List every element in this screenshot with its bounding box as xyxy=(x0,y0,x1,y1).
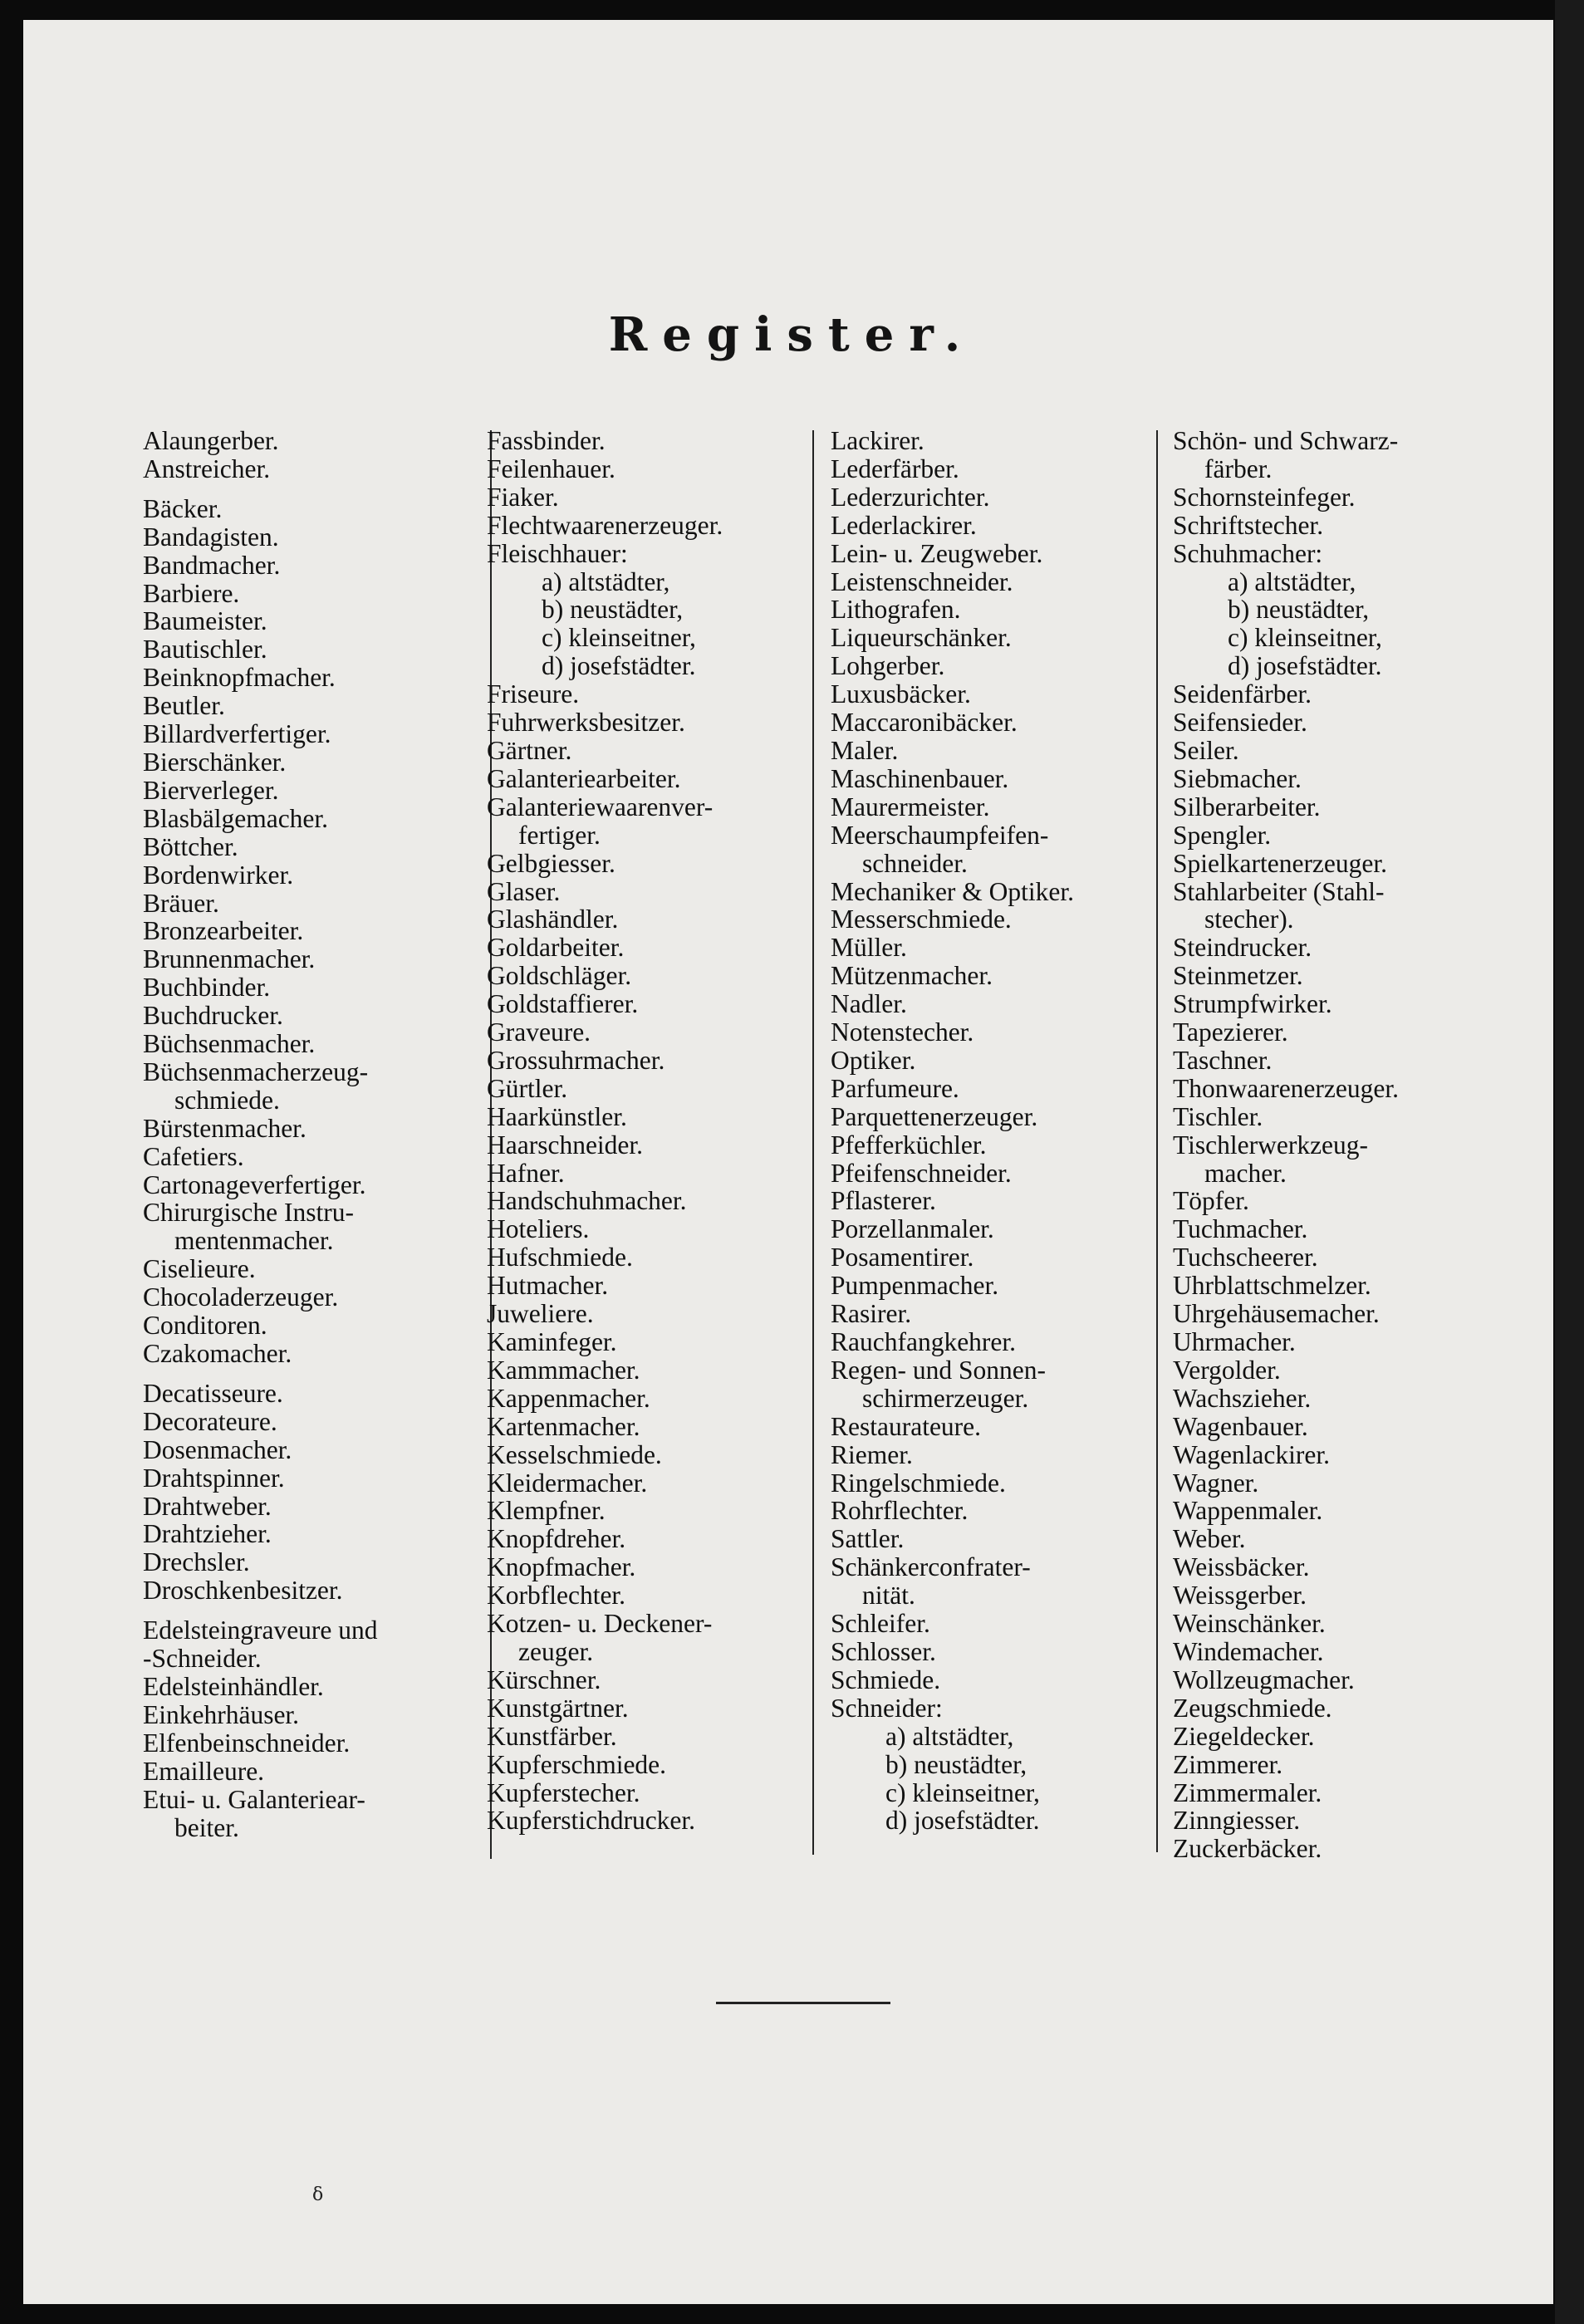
register-entry: Nadler. xyxy=(831,989,907,1019)
register-entry: Droschkenbesitzer. xyxy=(143,1576,343,1606)
register-entry: Kupferschmiede. xyxy=(487,1749,667,1779)
register-entry: Wappenmaler. xyxy=(1173,1496,1323,1526)
register-entry: Bandmacher. xyxy=(143,550,281,580)
register-entry: Luxusbäcker. xyxy=(831,679,971,709)
register-entry: Bandagisten. xyxy=(143,522,279,552)
register-entry: Kartenmacher. xyxy=(487,1411,640,1441)
register-entry: Drechsler. xyxy=(143,1547,250,1577)
register-entry: Cartonageverfertiger. xyxy=(143,1169,366,1199)
register-entry: d) josefstädter. xyxy=(542,651,696,681)
register-entry: Vergolder. xyxy=(1173,1355,1281,1385)
register-entry: Bordenwirker. xyxy=(143,860,294,890)
register-entry: b) neustädter, xyxy=(1228,595,1370,625)
register-entry: Pfeifenschneider. xyxy=(831,1158,1012,1188)
register-entry: Cafetiers. xyxy=(143,1141,244,1171)
register-entry: Wagenbauer. xyxy=(1173,1411,1308,1441)
register-entry: Bäcker. xyxy=(143,493,223,523)
register-entry: Windemacher. xyxy=(1173,1636,1324,1666)
register-entry: macher. xyxy=(1204,1158,1287,1188)
register-entry: Weissgerber. xyxy=(1173,1581,1307,1611)
column-divider-3 xyxy=(1156,430,1158,1852)
register-entry: Decorateure. xyxy=(143,1406,277,1436)
register-entry: Seifensieder. xyxy=(1173,708,1307,738)
register-entry: Kleidermacher. xyxy=(487,1468,648,1498)
register-entry: mentenmacher. xyxy=(174,1226,334,1256)
register-entry: Siebmacher. xyxy=(1173,763,1302,793)
register-entry: d) josefstädter. xyxy=(885,1806,1040,1836)
register-entry: Grossuhrmacher. xyxy=(487,1045,665,1075)
register-entry: Lohgerber. xyxy=(831,651,945,681)
register-entry: Kammmacher. xyxy=(487,1355,640,1385)
register-entry: Kaminfeger. xyxy=(487,1327,617,1356)
register-entry: Chirurgische Instru- xyxy=(143,1198,354,1228)
register-entry: Büchsenmacher. xyxy=(143,1029,316,1059)
register-entry: Meerschaumpfeifen- xyxy=(831,820,1049,850)
register-entry: Lackirer. xyxy=(831,426,924,455)
register-entry: Wagenlackirer. xyxy=(1173,1439,1330,1469)
register-entry: Bierverleger. xyxy=(143,775,279,805)
register-entry: Handschuhmacher. xyxy=(487,1186,687,1216)
register-entry: Kunstfärber. xyxy=(487,1721,617,1751)
register-entry: Böttcher. xyxy=(143,831,238,861)
register-entry: schmiede. xyxy=(174,1085,280,1115)
register-entry: Thonwaarenerzeuger. xyxy=(1173,1073,1399,1103)
register-entry: Klempfner. xyxy=(487,1496,606,1526)
register-entry: Barbiere. xyxy=(143,578,240,608)
register-entry: Optiker. xyxy=(831,1045,916,1075)
register-entry: Lederlackirer. xyxy=(831,510,977,540)
page-title: Register. xyxy=(608,307,976,362)
register-entry: Pfefferküchler. xyxy=(831,1130,987,1160)
register-entry: Bürstenmacher. xyxy=(143,1113,307,1143)
register-entry: Zeugschmiede. xyxy=(1173,1693,1332,1723)
register-entry: Maler. xyxy=(831,735,899,765)
register-entry: Czakomacher. xyxy=(143,1339,292,1368)
register-entry: Seiler. xyxy=(1173,735,1239,765)
register-entry: Posamentirer. xyxy=(831,1243,974,1272)
register-entry: Schänkerconfrater- xyxy=(831,1552,1031,1582)
register-entry: Seidenfärber. xyxy=(1173,679,1312,709)
entry-gap xyxy=(143,1605,378,1616)
register-entry: Einkehrhäuser. xyxy=(143,1699,300,1729)
register-entry: Gelbgiesser. xyxy=(487,848,615,878)
register-entry: Lein- u. Zeugweber. xyxy=(831,538,1043,568)
register-entry: Wagner. xyxy=(1173,1468,1259,1498)
register-entry: Schlosser. xyxy=(831,1636,936,1666)
register-entry: a) altstädter, xyxy=(1228,566,1356,596)
register-entry: Schmiede. xyxy=(831,1665,941,1694)
register-entry: Tischlerwerkzeug- xyxy=(1173,1130,1369,1160)
register-entry: Mützenmacher. xyxy=(831,961,993,991)
register-column-1 xyxy=(143,427,378,1841)
register-entry: färber. xyxy=(1204,454,1273,483)
footer-mark: δ xyxy=(312,2184,324,2205)
register-entry: Hutmacher. xyxy=(487,1271,609,1301)
register-entry: Zimmermaler. xyxy=(1173,1777,1322,1807)
register-entry: Fassbinder. xyxy=(487,426,606,455)
register-entry: Bierschänker. xyxy=(143,747,287,777)
register-entry: Beutler. xyxy=(143,691,225,721)
register-entry: Bronzearbeiter. xyxy=(143,916,304,946)
register-entry: b) neustädter, xyxy=(885,1749,1027,1779)
register-entry: Schriftstecher. xyxy=(1173,510,1324,540)
register-entry: Fuhrwerksbesitzer. xyxy=(487,708,685,738)
register-entry: Conditoren. xyxy=(143,1311,267,1341)
register-entry: Taschner. xyxy=(1173,1045,1273,1075)
register-entry: Beinknopfmacher. xyxy=(143,663,336,693)
register-entry: Uhrblattschmelzer. xyxy=(1173,1271,1371,1301)
register-entry: Chocoladerzeuger. xyxy=(143,1282,339,1312)
register-entry: Kürschner. xyxy=(487,1665,601,1694)
register-entry: Fleischhauer: xyxy=(487,538,628,568)
register-entry: c) kleinseitner, xyxy=(1228,623,1382,653)
register-entry: Tapezierer. xyxy=(1173,1017,1288,1047)
register-entry: Goldstaffierer. xyxy=(487,989,639,1019)
register-entry: Drahtweber. xyxy=(143,1491,272,1521)
register-entry: Messerschmiede. xyxy=(831,905,1012,934)
register-entry: Bräuer. xyxy=(143,888,219,918)
register-entry: Ziegeldecker. xyxy=(1173,1721,1315,1751)
register-entry: Buchdrucker. xyxy=(143,1001,283,1031)
register-entry: zeuger. xyxy=(518,1636,594,1666)
register-entry: Töpfer. xyxy=(1173,1186,1249,1216)
register-entry: Galanteriewaarenver- xyxy=(487,792,714,821)
register-entry: Edelsteingraveure und xyxy=(143,1616,378,1645)
register-entry: Emailleure. xyxy=(143,1756,265,1786)
register-entry: Glaser. xyxy=(487,876,561,906)
register-entry: Galanteriearbeiter. xyxy=(487,763,681,793)
register-entry: Büchsenmacherzeug- xyxy=(143,1057,369,1086)
register-entry: Drahtspinner. xyxy=(143,1463,285,1493)
register-entry: Restaurateure. xyxy=(831,1411,982,1441)
register-entry: Tuchmacher. xyxy=(1173,1214,1308,1244)
register-column-4 xyxy=(1173,427,1399,1863)
register-entry: Pflasterer. xyxy=(831,1186,936,1216)
register-entry: Kunstgärtner. xyxy=(487,1693,629,1723)
register-entry: Mechaniker & Optiker. xyxy=(831,876,1075,906)
register-entry: Elfenbeinschneider. xyxy=(143,1728,351,1758)
register-entry: Schornsteinfeger. xyxy=(1173,482,1356,512)
register-entry: Schleifer. xyxy=(831,1609,930,1639)
register-entry: Maccaronibäcker. xyxy=(831,708,1018,738)
entry-gap xyxy=(143,1368,378,1380)
register-entry: Edelsteinhändler. xyxy=(143,1671,324,1701)
register-entry: fertiger. xyxy=(518,820,601,850)
register-entry: Bautischler. xyxy=(143,635,267,664)
register-entry: Steindrucker. xyxy=(1173,933,1312,963)
register-entry: Hafner. xyxy=(487,1158,565,1188)
register-entry: Billardverfertiger. xyxy=(143,719,331,749)
register-entry: Wachszieher. xyxy=(1173,1383,1312,1413)
register-entry: Baumeister. xyxy=(143,606,267,636)
register-entry: Graveure. xyxy=(487,1017,591,1047)
register-entry: Alaungerber. xyxy=(143,426,279,455)
register-entry: Etui- u. Galanteriear- xyxy=(143,1784,365,1814)
register-entry: Goldschläger. xyxy=(487,961,632,991)
register-column-3 xyxy=(831,427,1074,1835)
register-entry: Spengler. xyxy=(1173,820,1272,850)
register-entry: Goldarbeiter. xyxy=(487,933,625,963)
register-entry: Maurermeister. xyxy=(831,792,990,821)
register-entry: Anstreicher. xyxy=(143,454,271,483)
register-entry: Friseure. xyxy=(487,679,580,709)
register-entry: Zimmerer. xyxy=(1173,1749,1283,1779)
register-entry: Riemer. xyxy=(831,1439,913,1469)
register-entry: Maschinenbauer. xyxy=(831,763,1009,793)
register-entry: Rohrflechter. xyxy=(831,1496,969,1526)
register-entry: a) altstädter, xyxy=(542,566,670,596)
register-entry: Tuchscheerer. xyxy=(1173,1243,1318,1272)
register-entry: Lederfärber. xyxy=(831,454,959,483)
register-entry: Juweliere. xyxy=(487,1299,594,1329)
register-entry: Ringelschmiede. xyxy=(831,1468,1006,1498)
register-entry: schirmerzeuger. xyxy=(862,1383,1029,1413)
register-entry: Feilenhauer. xyxy=(487,454,615,483)
register-entry: Notenstecher. xyxy=(831,1017,974,1047)
register-entry: Weinschänker. xyxy=(1173,1609,1326,1639)
register-entry: Uhrmacher. xyxy=(1173,1327,1296,1356)
column-divider-2 xyxy=(812,430,814,1855)
register-entry: Rasirer. xyxy=(831,1299,912,1329)
register-entry: Stahlarbeiter (Stahl- xyxy=(1173,876,1385,906)
register-entry: b) neustädter, xyxy=(542,595,684,625)
register-entry: Glashändler. xyxy=(487,905,619,934)
register-entry: Haarschneider. xyxy=(487,1130,644,1160)
register-entry: Lithografen. xyxy=(831,595,961,625)
register-entry: Schneider: xyxy=(831,1693,943,1723)
register-entry: Schuhmacher: xyxy=(1173,538,1323,568)
register-entry: schneider. xyxy=(862,848,968,878)
register-entry: -Schneider. xyxy=(143,1644,262,1674)
register-entry: Weber. xyxy=(1173,1524,1246,1554)
register-entry: Parquettenerzeuger. xyxy=(831,1101,1038,1131)
register-entry: Spielkartenerzeuger. xyxy=(1173,848,1387,878)
register-entry: Wollzeugmacher. xyxy=(1173,1665,1355,1694)
register-entry: Zuckerbäcker. xyxy=(1173,1834,1322,1864)
register-entry: Brunnenmacher. xyxy=(143,944,316,974)
register-entry: Hufschmiede. xyxy=(487,1243,633,1272)
register-entry: Kappenmacher. xyxy=(487,1383,650,1413)
register-entry: Decatisseure. xyxy=(143,1378,283,1408)
register-entry: c) kleinseitner, xyxy=(542,623,696,653)
register-entry: Gärtner. xyxy=(487,735,572,765)
register-entry: Leistenschneider. xyxy=(831,566,1013,596)
register-entry: Tischler. xyxy=(1173,1101,1263,1131)
register-entry: Hoteliers. xyxy=(487,1214,590,1244)
register-entry: Müller. xyxy=(831,933,907,963)
register-entry: c) kleinseitner, xyxy=(885,1777,1040,1807)
register-entry: Flechtwaarenerzeuger. xyxy=(487,510,723,540)
register-entry: Haarkünstler. xyxy=(487,1101,627,1131)
register-entry: Weissbäcker. xyxy=(1173,1552,1310,1582)
register-entry: Sattler. xyxy=(831,1524,905,1554)
register-entry: Drahtzieher. xyxy=(143,1519,272,1549)
register-entry: Kupferstichdrucker. xyxy=(487,1806,696,1836)
register-entry: Parfumeure. xyxy=(831,1073,959,1103)
register-entry: Kupferstecher. xyxy=(487,1777,640,1807)
register-entry: Knopfdreher. xyxy=(487,1524,626,1554)
register-entry: Strumpfwirker. xyxy=(1173,989,1332,1019)
register-entry: Korbflechter. xyxy=(487,1581,626,1611)
register-entry: Porzellanmaler. xyxy=(831,1214,994,1244)
register-entry: a) altstädter, xyxy=(885,1721,1014,1751)
entry-gap xyxy=(143,483,378,495)
register-entry: stecher). xyxy=(1204,905,1294,934)
register-entry: Silberarbeiter. xyxy=(1173,792,1321,821)
register-entry: Fiaker. xyxy=(487,482,559,512)
register-entry: Zinngiesser. xyxy=(1173,1806,1301,1836)
register-entry: Uhrgehäusemacher. xyxy=(1173,1299,1380,1329)
register-entry: Steinmetzer. xyxy=(1173,961,1303,991)
register-entry: Ciselieure. xyxy=(143,1254,256,1284)
register-entry: d) josefstädter. xyxy=(1228,651,1382,681)
register-entry: Kesselschmiede. xyxy=(487,1439,662,1469)
register-entry: Lederzurichter. xyxy=(831,482,990,512)
register-entry: Knopfmacher. xyxy=(487,1552,636,1582)
register-entry: Dosenmacher. xyxy=(143,1434,292,1464)
register-entry: nität. xyxy=(862,1581,915,1611)
register-entry: Kotzen- u. Deckener- xyxy=(487,1609,713,1639)
register-entry: Regen- und Sonnen- xyxy=(831,1355,1046,1385)
register-entry: Schön- und Schwarz- xyxy=(1173,426,1399,455)
register-column-2 xyxy=(487,427,723,1835)
register-entry: Gürtler. xyxy=(487,1073,568,1103)
register-entry: Liqueurschänker. xyxy=(831,623,1012,653)
closing-rule xyxy=(716,2002,890,2004)
register-entry: Buchbinder. xyxy=(143,973,271,1003)
register-entry: beiter. xyxy=(174,1812,239,1842)
register-entry: Blasbälgemacher. xyxy=(143,803,329,833)
register-entry: Pumpenmacher. xyxy=(831,1271,999,1301)
register-entry: Rauchfangkehrer. xyxy=(831,1327,1017,1356)
